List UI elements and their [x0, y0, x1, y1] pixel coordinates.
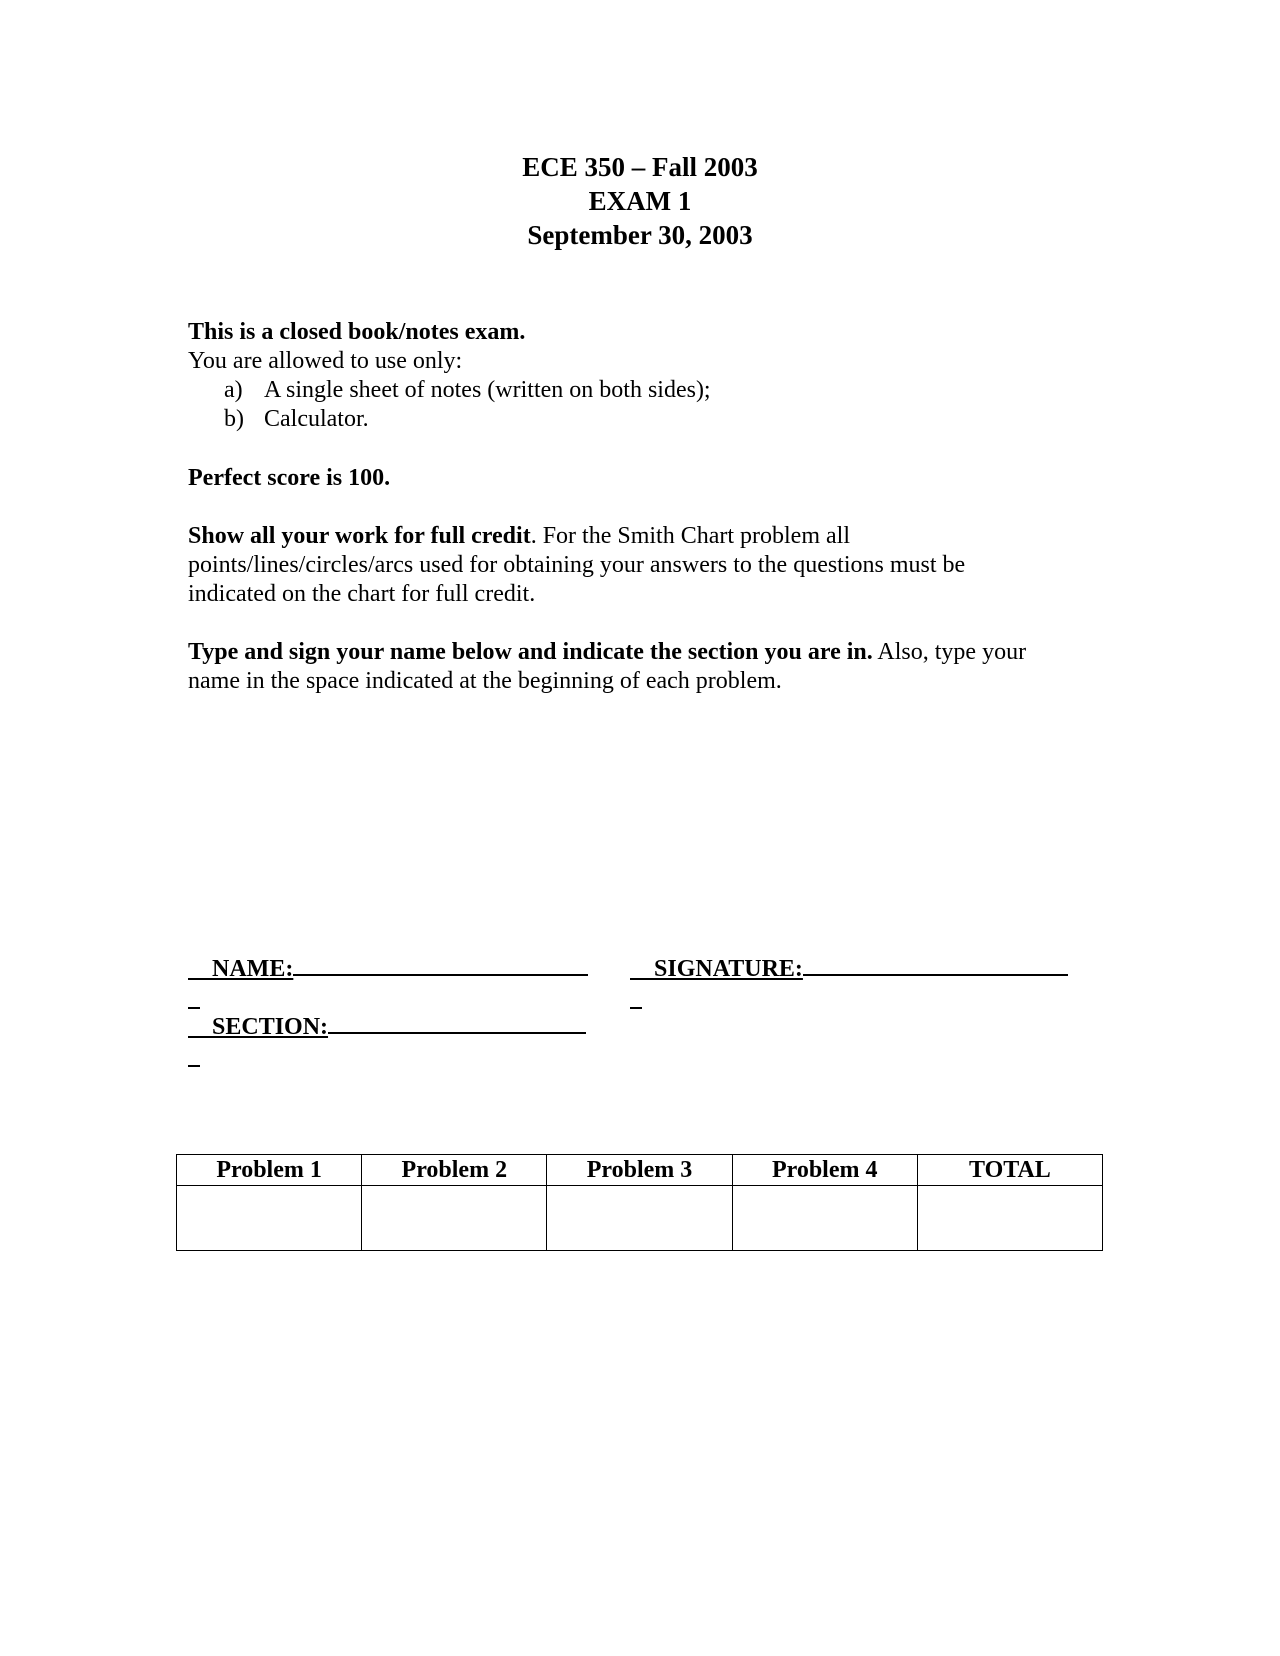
- list-marker: a): [224, 377, 243, 403]
- list-marker: b): [224, 406, 244, 432]
- sign-name-text-line2: name in the space indicated at the beginning of each problem.: [188, 668, 782, 694]
- score-table-header-row: [177, 1155, 1103, 1186]
- show-work-text-line2: points/lines/circles/arcs used for obtaining your answers to the questions must be: [188, 552, 966, 578]
- sign-name-bold: Type and sign your name below and indicate the section you are in.: [188, 639, 873, 665]
- show-work-instructions: [188, 522, 1088, 609]
- list-item: [188, 405, 1088, 434]
- exam-title: EXAM 1: [588, 186, 692, 216]
- show-work-bold: Show all your work for full credit: [188, 523, 531, 549]
- exam-rules: [188, 318, 1088, 434]
- name-blank-line[interactable]: [293, 954, 588, 976]
- sign-name-text: Also, type your: [872, 639, 1027, 665]
- signature-label: SIGNATURE:: [654, 956, 803, 982]
- signature-field[interactable]: [630, 925, 1050, 1013]
- course-title: ECE 350 – Fall 2003: [522, 152, 758, 182]
- score-header-total: TOTAL: [917, 1155, 1102, 1186]
- score-cell-total[interactable]: [917, 1186, 1102, 1251]
- show-work-text: . For the Smith Chart problem all: [530, 523, 850, 549]
- show-work-text-line3: indicated on the chart for full credit.: [188, 581, 536, 607]
- score-header-problem-4: Problem 4: [732, 1155, 917, 1186]
- exam-header: [0, 150, 1280, 252]
- list-item-text: Calculator.: [264, 406, 369, 432]
- allowed-items-list: [188, 376, 1088, 434]
- sign-name-instructions: [188, 638, 1088, 696]
- signature-blank-line[interactable]: [803, 954, 1068, 976]
- score-cell-problem-3[interactable]: [547, 1186, 732, 1251]
- name-label: NAME:: [212, 956, 294, 982]
- score-header-problem-3: Problem 3: [547, 1155, 732, 1186]
- score-table: [176, 1154, 1103, 1251]
- list-item-text: A single sheet of notes (written on both sides);: [264, 377, 711, 403]
- section-label: SECTION:: [212, 1014, 329, 1040]
- list-item: [188, 376, 1088, 405]
- closed-book-notice: This is a closed book/notes exam.: [188, 319, 526, 345]
- score-cell-problem-1[interactable]: [177, 1186, 362, 1251]
- exam-date: September 30, 2003: [527, 220, 753, 250]
- allowed-intro: You are allowed to use only:: [188, 348, 463, 374]
- score-header-problem-1: Problem 1: [177, 1155, 362, 1186]
- perfect-score-notice: Perfect score is 100.: [188, 465, 391, 491]
- score-cell-problem-4[interactable]: [732, 1186, 917, 1251]
- score-header-problem-2: Problem 2: [362, 1155, 547, 1186]
- score-cell-problem-2[interactable]: [362, 1186, 547, 1251]
- section-field[interactable]: [188, 983, 568, 1071]
- section-blank-line[interactable]: [328, 1012, 586, 1034]
- score-table-value-row: [177, 1186, 1103, 1251]
